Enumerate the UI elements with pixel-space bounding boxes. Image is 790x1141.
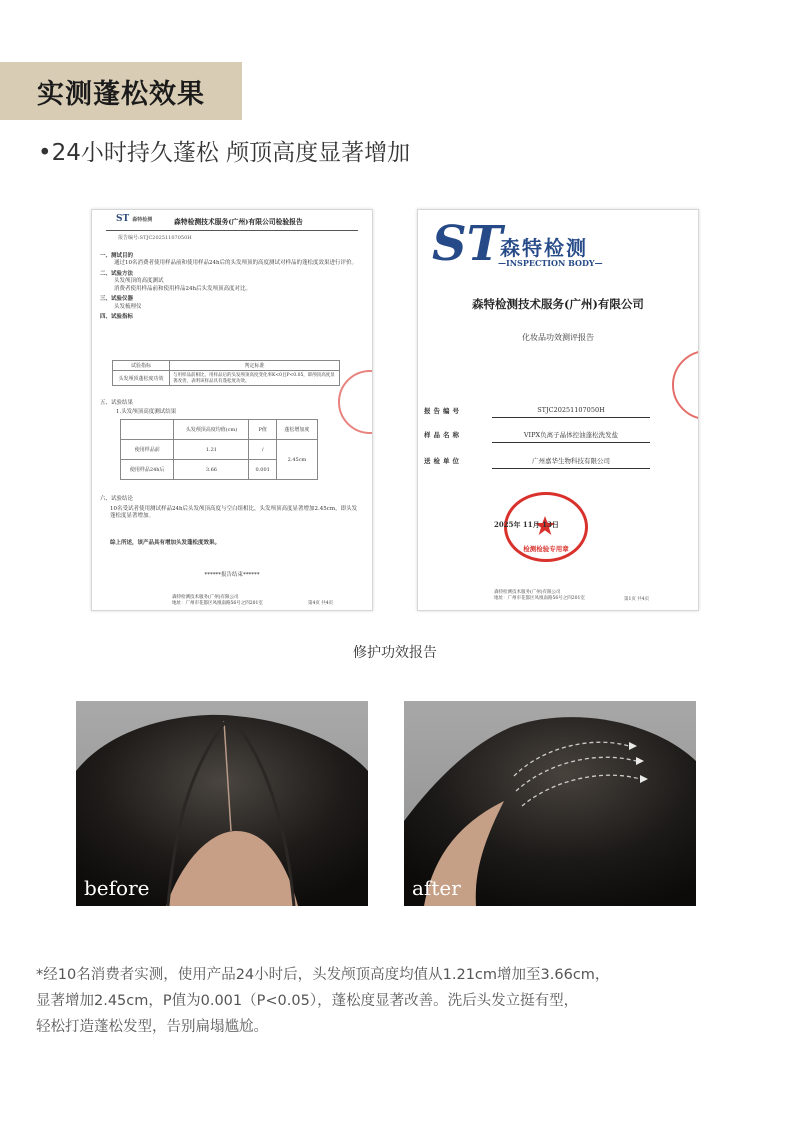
section-heading: 五、试验结果 <box>100 400 134 406</box>
footer-company: 森特检测技术服务(广州)有限公司 <box>172 595 239 600</box>
report-page-cover <box>417 209 699 611</box>
table-cell: 1.21 <box>174 440 249 460</box>
row-value: VIPX负离子晶体控油蓬松洗发盐 <box>492 430 650 443</box>
footer <box>494 590 585 602</box>
section-text: 通过10名消费者使用样品前和使用样品24h后的头发颅顶的高度测试对样品的蓬松度效果进行评价。 <box>114 260 358 267</box>
logo-chinese: 森特检测 <box>500 236 588 260</box>
end-marker: ******报告结束****** <box>204 572 260 578</box>
criteria-table <box>112 360 340 386</box>
report-title: 化妆品功效测评报告 <box>522 333 594 342</box>
footnote <box>36 962 766 1040</box>
section-heading: 二、试验方法 <box>100 270 134 277</box>
footnote-line: 显著增加2.45cm，P值为0.001（P<0.05），蓬松度显著改善。洗后头发立挺有型， <box>36 993 579 1009</box>
company-name: 森特检测技术服务(广州)有限公司 <box>472 297 644 311</box>
report-heading: 森特检测技术服务(广州)有限公司检验报告 <box>174 218 303 226</box>
before-photo <box>76 701 368 906</box>
section-text: 头发梳理仪 <box>114 303 142 310</box>
report-page-results <box>91 209 373 611</box>
report-caption: 修护功效报告 <box>353 645 437 661</box>
conclusion-text: 综上所述，该产品具有增加头发蓬松度效果。 <box>110 540 221 546</box>
footer-address: 地址：广州市花都区凤凰南路56号之四201室 <box>172 600 263 606</box>
seal-text: 检测检验专用章 <box>523 545 569 553</box>
table-cell: 2.45cm <box>276 440 317 480</box>
subtitle: •24小时持久蓬松 颅顶高度显著增加 <box>38 140 411 166</box>
page-number: 第1页 共4页 <box>624 597 650 602</box>
row-label: 送检单位 <box>424 457 462 465</box>
row-value: STJC20251107050H <box>492 406 650 418</box>
table-cell: / <box>249 440 276 460</box>
logo-english: —INSPECTION BODY— <box>498 258 603 268</box>
footnote-line: 轻松打造蓬松发型，告别扁塌尴尬。 <box>36 1019 268 1035</box>
company-seal-partial <box>338 370 373 434</box>
table-header: 头发颅顶高度均值(cm) <box>174 420 249 440</box>
table-cell: 0.001 <box>249 460 276 480</box>
logo-mark: ST <box>116 214 130 224</box>
section-heading: 六、试验结论 <box>100 496 134 502</box>
table-cell: 头发颅顶蓬松度功效 <box>113 371 170 386</box>
footer-company: 森特检测技术服务(广州)有限公司 <box>494 590 561 595</box>
table-header: P值 <box>249 420 276 440</box>
result-table <box>120 419 318 480</box>
table-cell: 3.66 <box>174 460 249 480</box>
table-cell: 使用样品24h后 <box>121 460 174 480</box>
section-title-bar <box>0 62 242 120</box>
section-subheading: 1.头发颅顶高度测试结果 <box>116 409 177 415</box>
after-label: after <box>412 876 461 900</box>
table-header: 判定标准 <box>170 361 340 371</box>
section-text: 10名受试者使用测试样品24h后头发颅顶高度与空白组相比，头发颅顶高度显著增加2.45cm，即头发蓬松度显著增加。 <box>110 506 358 520</box>
section-text: 消费者使用样品前和使用样品24h后头发颅顶高度对比。 <box>114 285 252 292</box>
table-header <box>121 420 174 440</box>
section-title: 实测蓬松效果 <box>37 78 205 110</box>
logo-name: 森特检测 <box>132 217 153 223</box>
table-cell: 使用样品前 <box>121 440 174 460</box>
st-logo-small <box>116 214 152 224</box>
company-seal-partial <box>672 350 699 420</box>
table-header: 试验指标 <box>113 361 170 371</box>
report-date: 2025年 11月 13日 <box>494 520 559 529</box>
footer <box>172 595 263 607</box>
footer-address: 地址：广州市花都区凤凰南路56号之四201室 <box>494 595 585 601</box>
table-header: 蓬松增加度 <box>276 420 317 440</box>
section-text: 头发颅顶的高度测试 <box>114 278 164 285</box>
row-label: 报告编号 <box>424 407 462 415</box>
row-label: 样品名称 <box>424 431 462 439</box>
report-number: 报告编号:STJC20251107050H <box>118 235 192 241</box>
section-heading: 一、测试目的 <box>100 253 134 259</box>
st-logo-icon: ST <box>432 216 503 272</box>
row-value: 广州嘉华生物科技有限公司 <box>492 456 650 469</box>
before-label: before <box>84 876 150 900</box>
page-number: 第4页 共4页 <box>308 601 334 606</box>
after-photo <box>404 701 696 906</box>
table-cell: 与用样品前相比，用样品后的头发颅顶高度变化率K<0且P<0.05，即颅顶高度显著改善，表明该样品具有蓬松度功效。 <box>170 371 340 386</box>
header-divider <box>106 230 358 231</box>
report-body <box>100 250 362 321</box>
section-heading: 四、试验指标 <box>100 313 134 320</box>
footnote-line: *经10名消费者实测，使用产品24小时后，头发颅顶高度均值从1.21cm增加至3.66cm， <box>36 967 610 983</box>
section-heading: 三、试验仪器 <box>100 296 134 303</box>
